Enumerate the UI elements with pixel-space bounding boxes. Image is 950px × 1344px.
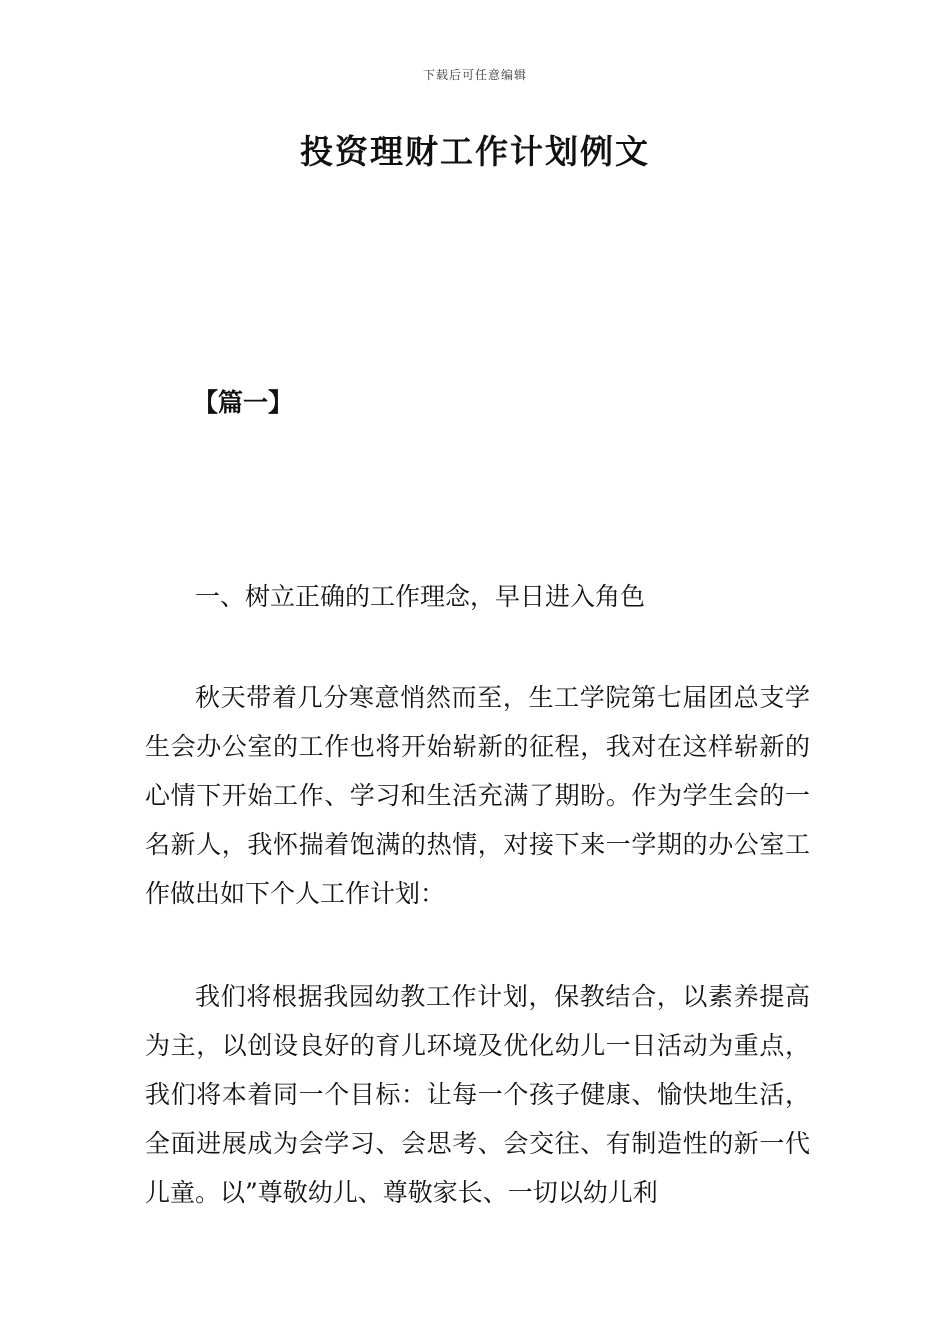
header-note: 下载后可任意编辑 (422, 68, 527, 82)
section-label: 【篇一】 (193, 388, 294, 417)
section-heading: 一、树立正确的工作理念，早日进入角色 (195, 582, 646, 611)
body-paragraph: 我们将根据我园幼教工作计划，保教结合，以素养提高为主，以创设良好的育儿环境及优化幼儿一日活动为重点，我们将本着同一个目标：让每一个孩子健康、愉快地生活，全面进展成为会学习、会思考、会交往、有制造性的新一代儿童。以”尊敬幼儿、尊敬家长、一切以幼儿利 (145, 982, 810, 1207)
body-paragraph: 秋天带着几分寒意悄然而至，生工学院第七届团总支学生会办公室的工作也将开始崭新的征程，我对在这样崭新的心情下开始工作、学习和生活充满了期盼。作为学生会的一名新人，我怀揣着饱满的热情，对接下来一学期的办公室工作做出如下个人工作计划： (145, 683, 810, 908)
document-title: 投资理财工作计划例文 (300, 132, 650, 171)
